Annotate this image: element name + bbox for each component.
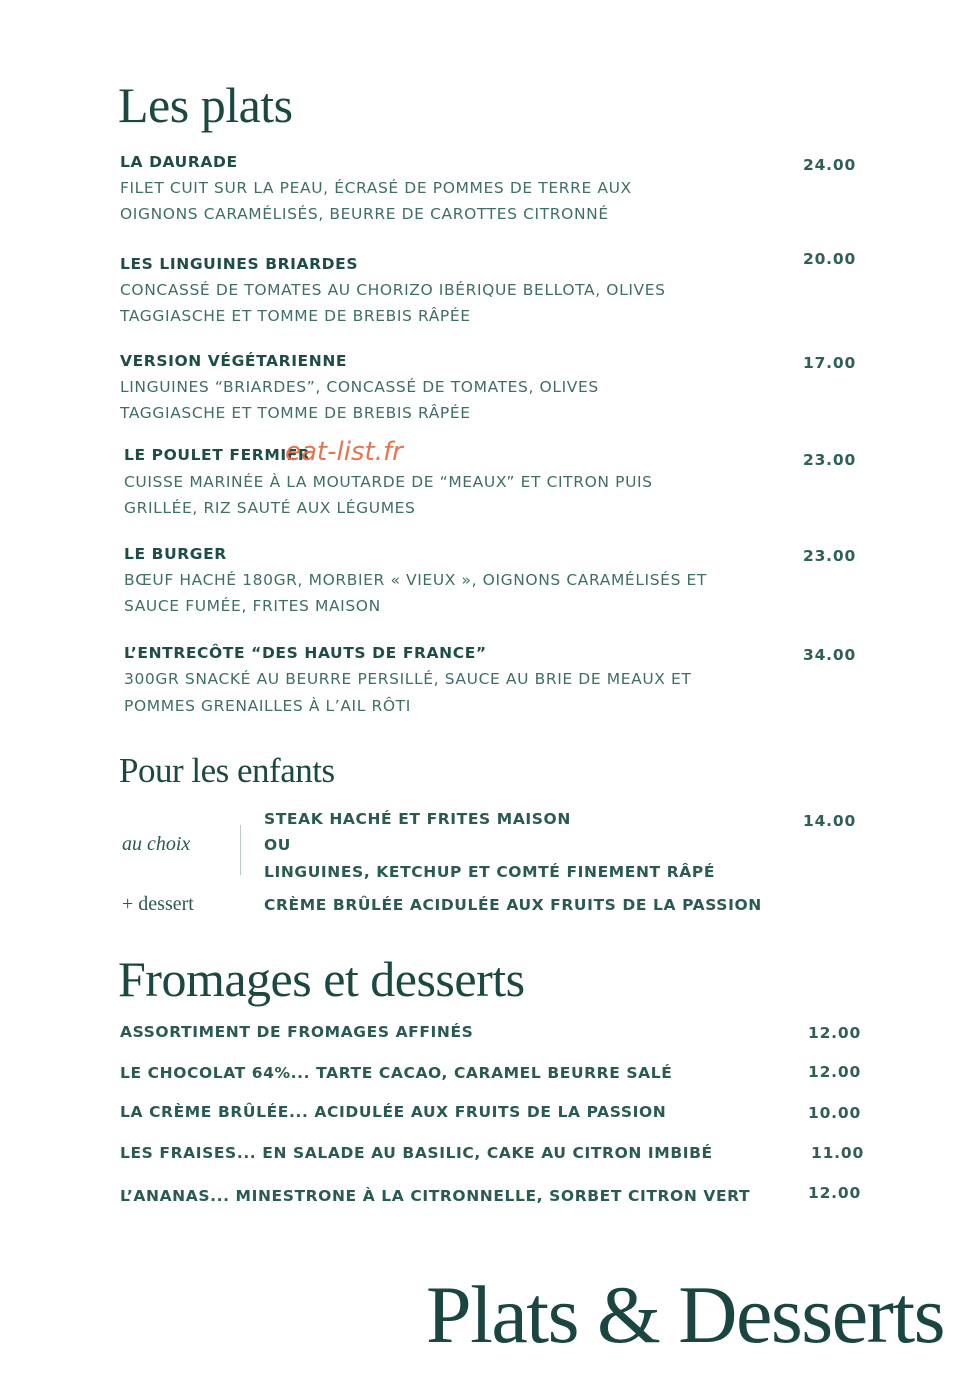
dessert-item: LES FRAISES... EN SALADE AU BASILIC, CAKE AU CITRON IMBIBÉ [120, 1144, 713, 1162]
dish-description-line: FILET CUIT SUR LA PEAU, ÉCRASÉ DE POMMES DE TERRE AUX [120, 179, 632, 197]
au-choix-label: au choix [122, 833, 191, 855]
dessert-item: LA CRÈME BRÛLÉE... ACIDULÉE AUX FRUITS DE LA PASSION [120, 1103, 667, 1121]
kids-or: OU [264, 836, 291, 854]
watermark-text: eat-list.fr [285, 437, 403, 467]
page-footer-title: Plats & Desserts [426, 1269, 945, 1360]
divider-line [240, 825, 241, 875]
kids-dessert: CRÈME BRÛLÉE ACIDULÉE AUX FRUITS DE LA PASSION [264, 896, 762, 914]
kids-price: 14.00 [803, 812, 857, 830]
dish-description-line: POMMES GRENAILLES À L’AIL RÔTI [124, 697, 411, 715]
kids-option: LINGUINES, KETCHUP ET COMTÉ FINEMENT RÂPÉ [264, 863, 716, 881]
dish-description-line: CUISSE MARINÉE À LA MOUTARDE DE “MEAUX” ET CITRON PUIS [124, 473, 653, 491]
kids-option: STEAK HACHÉ ET FRITES MAISON [264, 810, 571, 828]
dish-name: VERSION VÉGÉTARIENNE [120, 352, 348, 370]
dish-name: LA DAURADE [120, 153, 238, 171]
dish-description-line: OIGNONS CARAMÉLISÉS, BEURRE DE CAROTTES CITRONNÉ [120, 205, 609, 223]
dish-name: LES LINGUINES BRIARDES [120, 255, 359, 273]
dessert-price: 12.00 [808, 1184, 862, 1202]
dish-name: LE BURGER [124, 545, 227, 563]
dessert-price: 11.00 [811, 1144, 865, 1162]
dessert-price: 12.00 [808, 1063, 862, 1081]
dish-price: 34.00 [803, 646, 857, 664]
dish-price: 23.00 [803, 547, 857, 565]
dessert-price: 10.00 [808, 1104, 862, 1122]
dish-price: 20.00 [803, 250, 857, 268]
dessert-item: L’ANANAS... MINESTRONE À LA CITRONNELLE, SORBET CITRON VERT [120, 1187, 751, 1205]
dish-price: 23.00 [803, 451, 857, 469]
dessert-price: 12.00 [808, 1024, 862, 1042]
dish-description-line: BŒUF HACHÉ 180GR, MORBIER « VIEUX », OIGNONS CARAMÉLISÉS ET [124, 571, 707, 589]
section-title-enfants: Pour les enfants [119, 751, 335, 790]
dish-description-line: SAUCE FUMÉE, FRITES MAISON [124, 597, 381, 615]
dish-description-line: 300GR SNACKÉ AU BEURRE PERSILLÉ, SAUCE AU BRIE DE MEAUX ET [124, 670, 692, 688]
section-title-plats: Les plats [118, 77, 293, 133]
dish-price: 17.00 [803, 354, 857, 372]
section-title-desserts: Fromages et desserts [118, 951, 525, 1007]
dish-description-line: GRILLÉE, RIZ SAUTÉ AUX LÉGUMES [124, 499, 416, 517]
dish-price: 24.00 [803, 156, 857, 174]
plus-dessert-label: + dessert [122, 893, 194, 915]
dish-name: LE POULET FERMIER [124, 446, 311, 464]
dish-description-line: LINGUINES “BRIARDES”, CONCASSÉ DE TOMATES, OLIVES [120, 378, 599, 396]
dish-name: L’ENTRECÔTE “DES HAUTS DE FRANCE” [124, 644, 487, 662]
dish-description-line: TAGGIASCHE ET TOMME DE BREBIS RÂPÉE [120, 404, 471, 422]
dish-description-line: TAGGIASCHE ET TOMME DE BREBIS RÂPÉE [120, 307, 471, 325]
dessert-item: LE CHOCOLAT 64%... TARTE CACAO, CARAMEL BEURRE SALÉ [120, 1064, 673, 1082]
dish-description-line: CONCASSÉ DE TOMATES AU CHORIZO IBÉRIQUE BELLOTA, OLIVES [120, 281, 666, 299]
dessert-item: ASSORTIMENT DE FROMAGES AFFINÉS [120, 1023, 474, 1041]
